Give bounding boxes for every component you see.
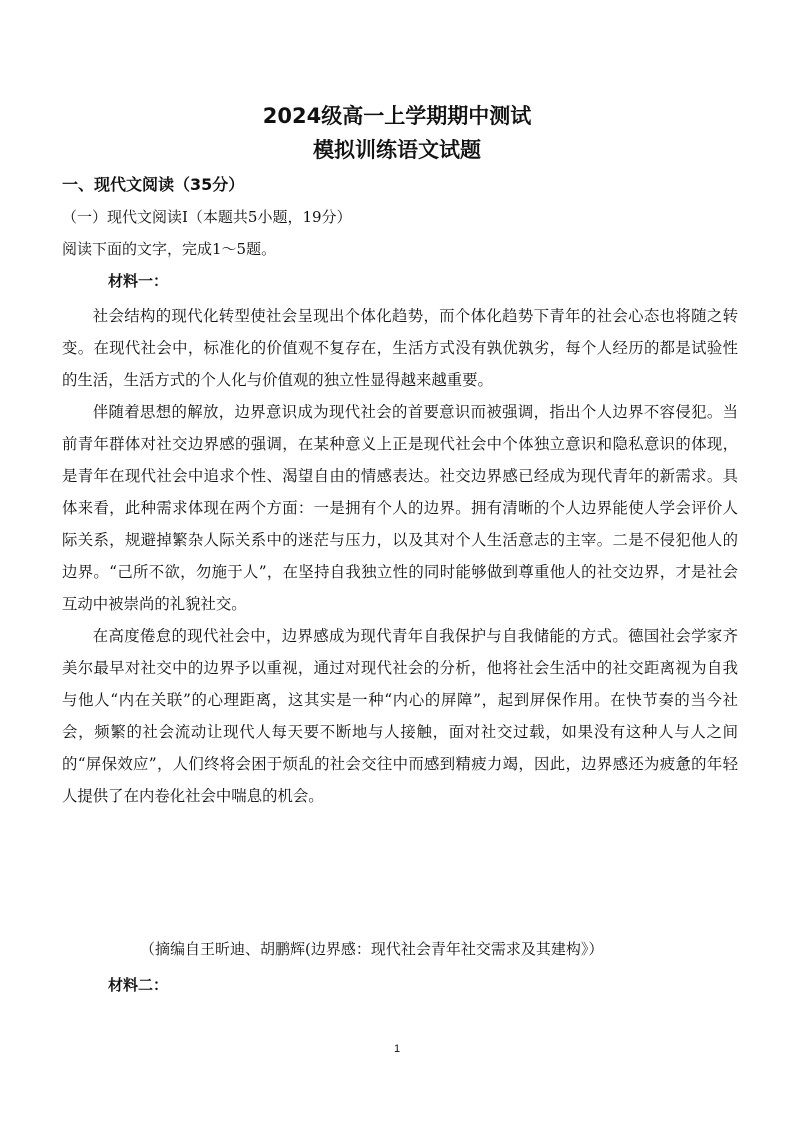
exam-title-line1: 2024级高一上学期期中测试 [262,104,532,128]
reading-instruction: 阅读下面的文字，完成1～5题。 [62,240,277,258]
material1-label: 材料一： [108,272,169,290]
exam-title-line2: 模拟训练语文试题 [313,138,481,162]
paragraph: 在高度倦怠的现代社会中，边界感成为现代青年自我保护与自我储能的方式。德国社会学家齐美尔最早对社交中的边界予以重视，通过对现代社会的分析，他将社会生活中的社交距离视为自我与他人“内在关联”的心理距离，这其实是一种“内心的屏障”，起到屏保作用。在快节奏的当今社会，频繁的社会流动让现代人每天要不断地与人接触，面对社交过载，如果没有这种人与人之间的“屏保效应”，人们终将会困于烦乱的社会交往中而感到精疲力竭，因此，边界感还为疲惫的年轻人提供了在内卷化社会中喘息的机会。 [62,627,738,805]
material2-label: 材料二： [108,976,169,994]
paragraph: 伴随着思想的解放，边界意识成为现代社会的首要意识而被强调，指出个人边界不容侵犯。当前青年群体对社交边界感的强调，在某种意义上正是现代社会中个体独立意识和隐私意识的体现，是青年在现代社会中追求个性、渴望自由的情感表达。社交边界感已经成为现代青年的新需求。具体来看，此种需求体现在两个方面：一是拥有个人的边界。拥有清晰的个人边界能使人学会评价人际关系，规避掉繁杂人际关系中的迷茫与压力，以及其对个人生活意志的主宰。二是不侵犯他人的边界。“己所不欲，勿施于人”，在坚持自我独立性的同时能够做到尊重他人的社交边界，才是社会互动中被崇尚的礼貌社交。 [62,403,738,613]
material1-source: （摘编自王昕迪、胡鹏辉(边界感：现代社会青年社交需求及其建构》） [140,940,604,958]
subsection-heading: （一）现代文阅读Ⅰ（本题共5小题，19分） [62,208,352,226]
material1-text [62,300,738,812]
page-number: 1 [393,1043,401,1055]
paragraph: 社会结构的现代化转型使社会呈现出个体化趋势，而个体化趋势下青年的社会心态也将随之转变。在现代社会中，标准化的价值观不复存在，生活方式没有孰优孰劣，每个人经历的都是试验性的生活，生活方式的个人化与价值观的独立性显得越来越重要。 [62,307,738,389]
section-heading: 一、现代文阅读（35分） [62,175,245,194]
